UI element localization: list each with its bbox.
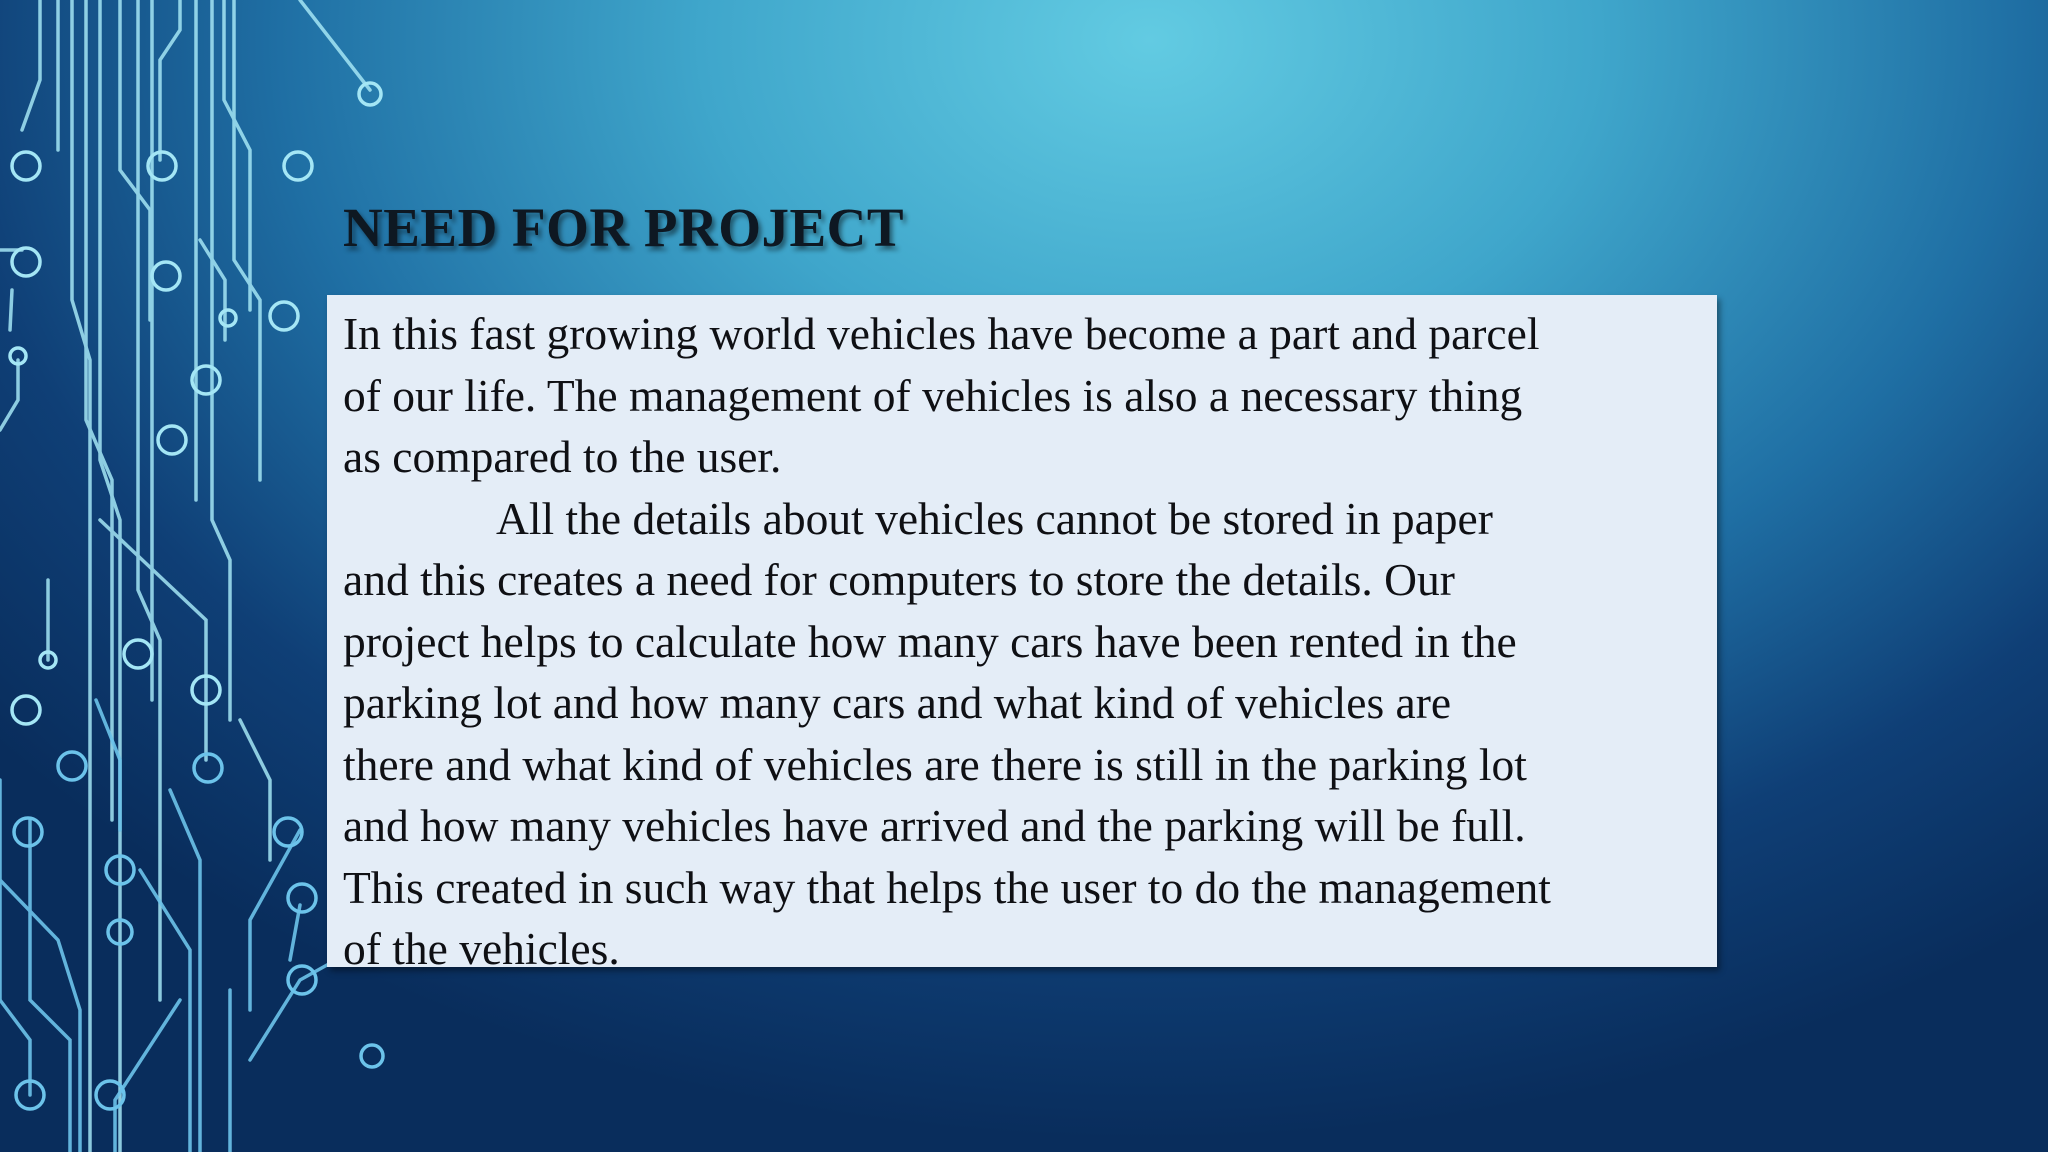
body-text-box: [327, 295, 1717, 967]
body-text-line: parking lot and how many cars and what kind of vehicles are: [343, 677, 1452, 728]
slide-title: NEED FOR PROJECT: [343, 197, 905, 258]
body-text-line: and this creates a need for computers to store the details. Our: [343, 554, 1455, 605]
body-text-line: of the vehicles.: [343, 923, 620, 967]
body-text-line: project helps to calculate how many cars have been rented in the: [343, 615, 1517, 667]
body-text-line: In this fast growing world vehicles have become a part and parcel: [343, 308, 1540, 359]
body-text-line: and how many vehicles have arrived and the parking will be full.: [343, 800, 1526, 851]
body-text-line: there and what kind of vehicles are there is still in the parking lot: [343, 738, 1527, 790]
body-text-line: This created in such way that helps the user to do the management: [343, 861, 1551, 913]
body-text-line: as compared to the user.: [343, 431, 782, 482]
body-text-line: All the details about vehicles cannot be stored in paper: [496, 492, 1493, 544]
body-text-line: of our life. The management of vehicles is also a necessary thing: [343, 369, 1523, 421]
